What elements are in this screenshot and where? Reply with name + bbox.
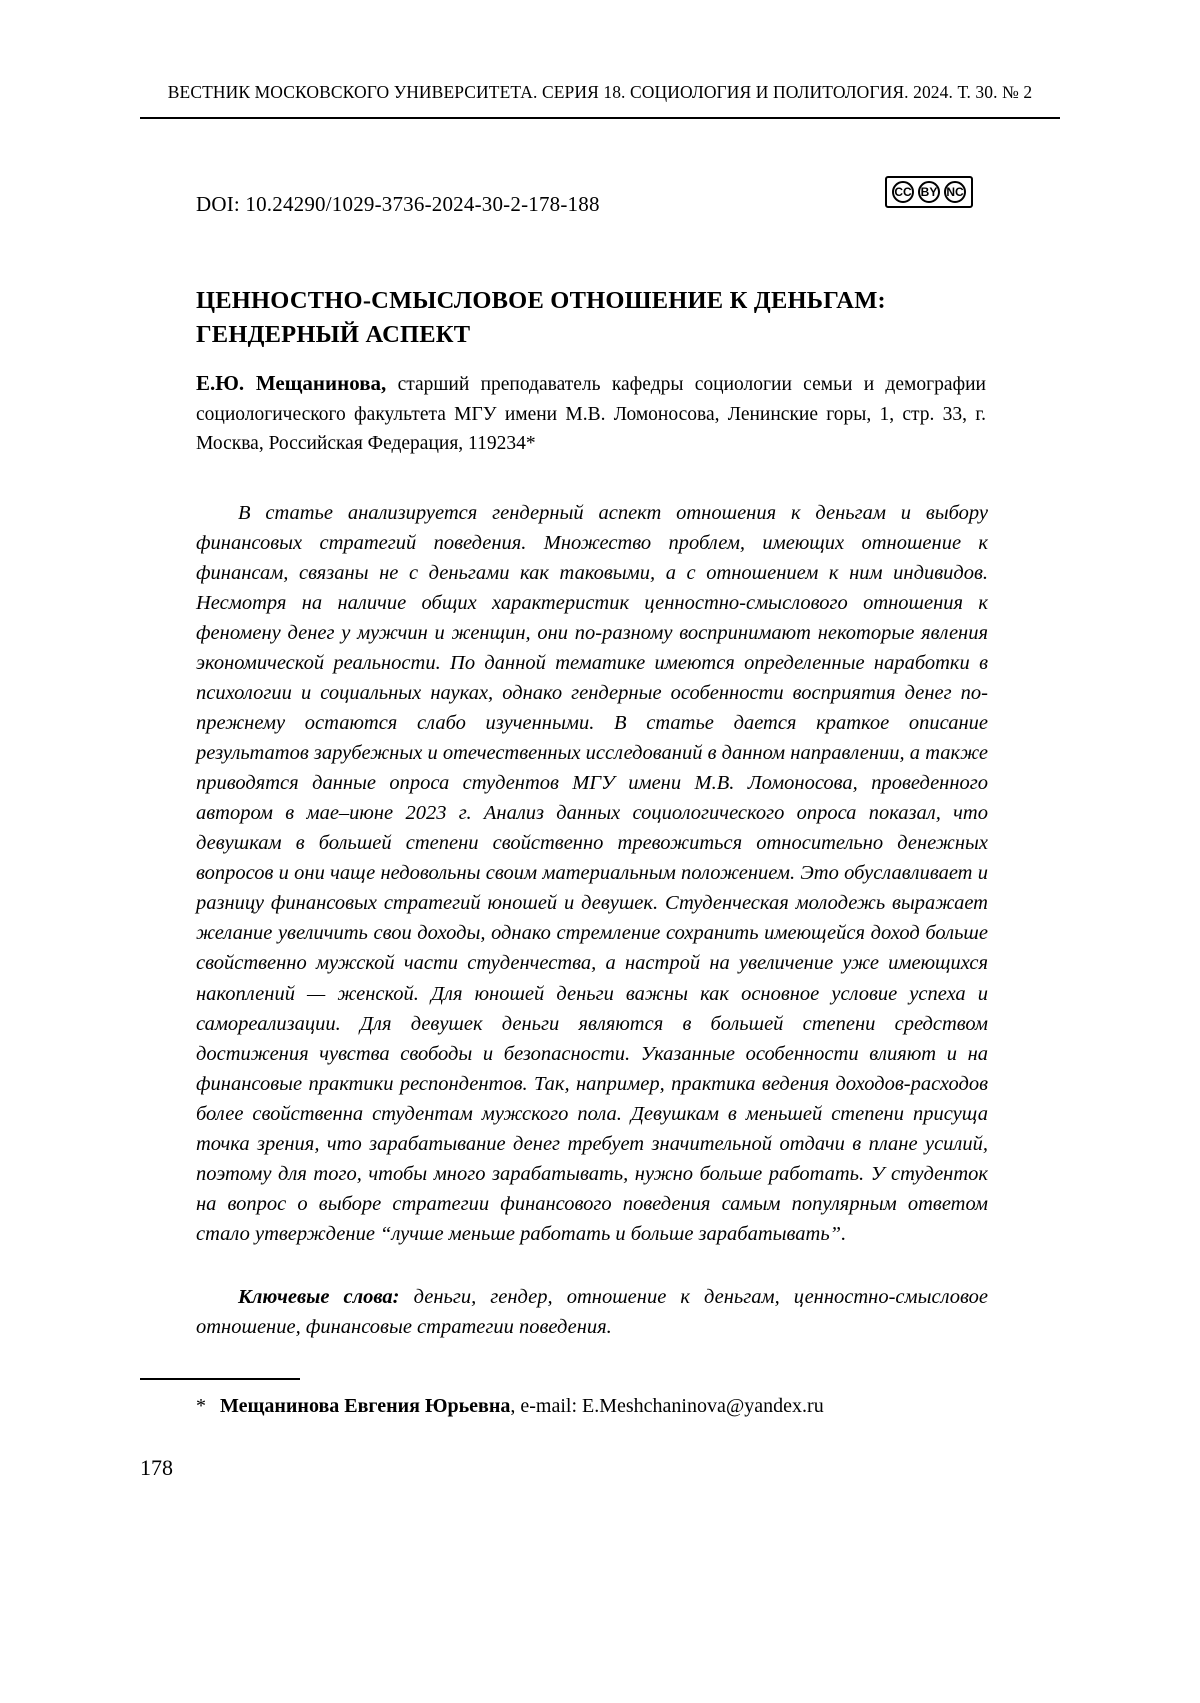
header-divider: [140, 117, 1060, 119]
keywords-list: деньги, гендер, отношение к деньгам, ценностно-смысловое отношение, финансовые стратегии поведения.: [196, 1286, 988, 1339]
author-name: Е.Ю. Мещанинова,: [196, 371, 387, 395]
keywords-label: Ключевые слова:: [238, 1286, 400, 1308]
footnote: [196, 1392, 996, 1420]
author-block: [196, 368, 986, 458]
doi-text: DOI: 10.24290/1029-3736-2024-30-2-178-188: [196, 192, 600, 216]
author-affiliation: старший преподаватель кафедры социологии семьи и демографии социологического факультета МГУ имени М.В. Ломоносова, Ленинские горы, 1, стр. 33, г. Москва, Российская Федерация, 119234*: [196, 374, 986, 454]
running-head: ВЕСТНИК МОСКОВСКОГО УНИВЕРСИТЕТА. СЕРИЯ 18. СОЦИОЛОГИЯ И ПОЛИТОЛОГИЯ. 2024. Т. 30. № 2: [167, 82, 1033, 102]
abstract-text: В статье анализируется гендерный аспект отношения к деньгам и выбору финансовых стратегий поведения. Множество проблем, имеющих отношение к финансам, связаны не с деньгами как таковыми, а с отношением к ним индивидов. Несмотря на наличие общих характеристик ценностно-смыслового отношения к феномену денег у мужчин и женщин, они по-разному воспринимают некоторые явления экономической реальности. По данной тематике имеются определенные наработки в психологии и социальных науках, однако гендерные особенности восприятия денег по-прежнему остаются слабо изученными. В статье дается краткое описание результатов зарубежных и отечественных исследований в данном направлении, а также приводятся данные опроса студентов МГУ имени М.В. Ломоносова, проведенного автором в мае–июне 2023 г. Анализ данных социологического опроса показал, что девушкам в большей степени свойственно тревожиться относительно денежных вопросов и они чаще недовольны своим материальным положением. Это обуславливает и разницу финансовых стратегий юношей и девушек. Студенческая молодежь выражает желание увеличить свои доходы, однако стремление сохранить имеющейся доход больше свойственно мужской части студенчества, а настрой на увеличение уже имеющихся накоплений — женской. Для юношей деньги важны как основное условие успеха и самореализации. Для девушек деньги являются в большей степени средством достижения чувства свободы и безопасности. Указанные особенности влияют и на финансовые практики респондентов. Так, например, практика ведения доходов-расходов более свойственна студентам мужского пола. Девушкам в меньшей степени присуща точка зрения, что зарабатывание денег требует значительной отдачи в плане усилий, поэтому для того, чтобы много зарабатывать, нужно больше работать. У студенток на вопрос о выборе стратегии финансового поведения самым популярным ответом стало утверждение “лучше меньше работать и больше зарабатывать”.: [196, 502, 988, 1245]
footnote-contact: , e-mail: E.Meshchaninova@yandex.ru: [510, 1395, 824, 1417]
cc-icon: CC: [892, 181, 914, 203]
keywords-block: [196, 1282, 988, 1342]
cc-nc-icon: NC: [944, 181, 966, 203]
page-title: ЦЕННОСТНО-СМЫСЛОВОЕ ОТНОШЕНИЕ К ДЕНЬГАМ: ГЕНДЕРНЫЙ АСПЕКТ: [196, 287, 886, 349]
cc-by-icon: BY: [918, 181, 940, 203]
creative-commons-badge: [885, 176, 973, 208]
footnote-marker: *: [196, 1395, 206, 1417]
page-number: 178: [140, 1455, 173, 1480]
footnote-author-name: Мещанинова Евгения Юрьевна: [220, 1395, 511, 1417]
footnote-divider: [140, 1378, 300, 1380]
